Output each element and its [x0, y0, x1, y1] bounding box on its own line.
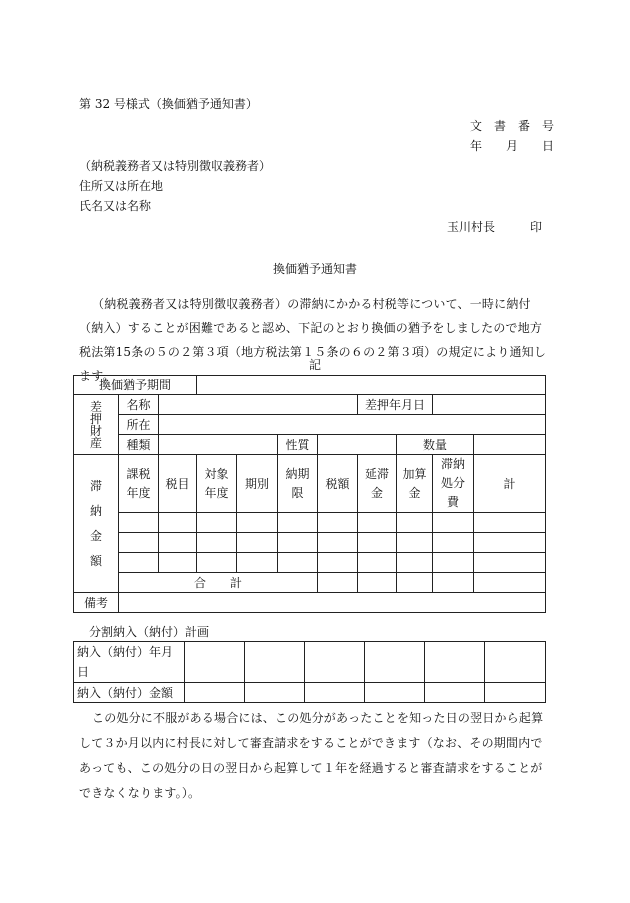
arrears-amount-label: 滞納金額 — [74, 455, 119, 593]
date-label: 年 月 日 — [470, 139, 555, 153]
column-header: 対象年度 — [197, 455, 237, 513]
type-label: 種類 — [119, 435, 159, 455]
recipient-category: （納税義務者又は特別徴収義務者） — [79, 159, 272, 173]
column-header: 課税年度 — [119, 455, 159, 513]
remarks-value[interactable] — [119, 593, 546, 613]
document-number-label: 文 書 番 号 — [470, 119, 555, 133]
column-header: 延滞金 — [358, 455, 397, 513]
column-header: 計 — [474, 455, 546, 513]
total-sum[interactable] — [474, 573, 546, 593]
total-additional[interactable] — [397, 573, 433, 593]
column-header: 滞納処分費 — [433, 455, 474, 513]
seal-mark: 印 — [530, 220, 543, 234]
quantity-value[interactable] — [474, 435, 546, 455]
appeal-notice: この処分に不服がある場合には、この処分があったことを知った日の翌日から起算して３か月以内に村長に対して審査請求をすることができます（なお、その期間内であっても、この処分の日の翌日から起算して１年を経過すると審査請求をすることができなくなります。）。 — [79, 711, 544, 800]
total-disposition[interactable] — [433, 573, 474, 593]
table-row — [74, 553, 546, 573]
property-name-label: 名称 — [119, 395, 159, 415]
column-header: 納期限 — [278, 455, 318, 513]
recipient-address-label: 住所又は所在地 — [79, 179, 164, 193]
form-number: 第 32 号様式（換価猶予通知書） — [79, 97, 258, 111]
column-header: 税目 — [159, 455, 197, 513]
installment-heading: 分割納入（納付）計画 — [89, 625, 210, 639]
seizure-date-value[interactable] — [433, 395, 546, 415]
ki-note: 記 — [308, 358, 321, 372]
intro-paragraph: （納税義務者又は特別徴収義務者）の滞納にかかる村税等について、一時に納付（納入）することが困難であると認め、下記のとおり換価の猶予をしましたので地方税法第15条の５の２第３項（地方税法第１５条の６の２第３項）の規定により通知します。 — [79, 297, 547, 383]
property-name-value[interactable] — [159, 395, 358, 415]
table-row — [74, 513, 546, 533]
period-value[interactable] — [197, 376, 546, 395]
seized-property-label: 差押財産 — [74, 395, 119, 455]
installment-date-label: 納入（納付）年月日 — [74, 642, 185, 683]
column-header: 税額 — [318, 455, 358, 513]
location-value[interactable] — [159, 415, 546, 435]
table-row — [74, 533, 546, 553]
column-header: 加算金 — [397, 455, 433, 513]
nature-value[interactable] — [318, 435, 397, 455]
installment-amount-label: 納入（納付）金額 — [74, 683, 185, 703]
type-value[interactable] — [159, 435, 278, 455]
total-tax[interactable] — [318, 573, 358, 593]
remarks-label: 備考 — [74, 593, 119, 613]
column-header: 期別 — [237, 455, 278, 513]
total-label: 合 計 — [119, 573, 318, 593]
location-label: 所在 — [119, 415, 159, 435]
installment-table — [73, 641, 546, 703]
nature-label: 性質 — [278, 435, 318, 455]
quantity-label: 数量 — [397, 435, 474, 455]
recipient-name-label: 氏名又は名称 — [79, 199, 152, 213]
page-title: 換価猶予通知書 — [272, 262, 357, 276]
period-label: 換価猶予期間 — [74, 376, 197, 395]
sender-name: 玉川村長 — [447, 220, 496, 234]
seizure-date-label: 差押年月日 — [358, 395, 433, 415]
deferral-table — [73, 375, 546, 613]
total-delinquency[interactable] — [358, 573, 397, 593]
